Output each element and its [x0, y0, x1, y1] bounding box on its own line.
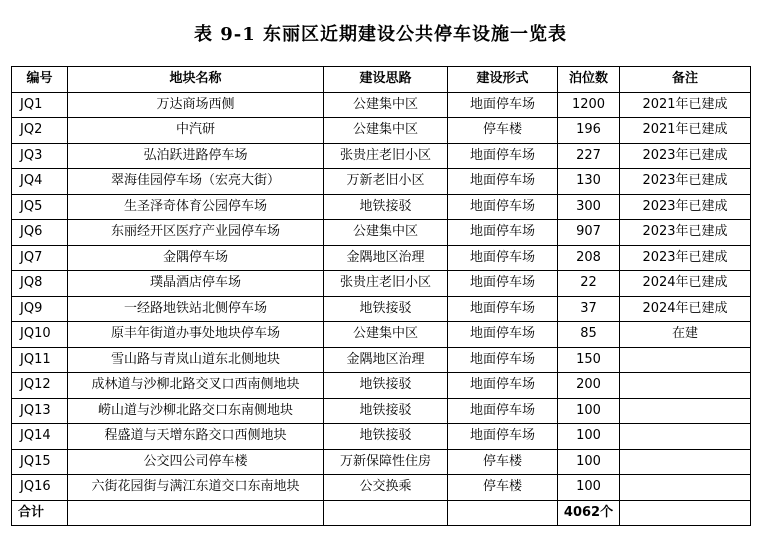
table-row [12, 194, 751, 220]
cell-approach: 万新老旧小区 [324, 169, 448, 195]
cell-form: 停车楼 [448, 118, 558, 144]
table-row [12, 449, 751, 475]
cell-spaces: 37 [558, 296, 620, 322]
cell-spaces: 200 [558, 373, 620, 399]
table-row [12, 347, 751, 373]
table-row [12, 296, 751, 322]
table-header-row [12, 67, 751, 93]
cell-code: JQ1 [12, 92, 68, 118]
cell-form: 地面停车场 [448, 322, 558, 348]
table-row [12, 271, 751, 297]
table-row [12, 118, 751, 144]
cell-code: JQ3 [12, 143, 68, 169]
cell-plot-name: 东丽经开区医疗产业园停车场 [68, 220, 324, 246]
cell-remark: 2021年已建成 [620, 92, 751, 118]
header-form: 建设形式 [448, 67, 558, 93]
parking-facilities-table [11, 66, 751, 526]
total-cell-plot-name [68, 500, 324, 526]
cell-remark [620, 347, 751, 373]
cell-approach: 地铁接驳 [324, 398, 448, 424]
table-row [12, 322, 751, 348]
cell-approach: 公建集中区 [324, 118, 448, 144]
cell-code: JQ11 [12, 347, 68, 373]
cell-code: JQ4 [12, 169, 68, 195]
cell-form: 地面停车场 [448, 271, 558, 297]
cell-spaces: 907 [558, 220, 620, 246]
header-remark: 备注 [620, 67, 751, 93]
cell-plot-name: 金隅停车场 [68, 245, 324, 271]
header-code: 编号 [12, 67, 68, 93]
cell-plot-name: 一经路地铁站北侧停车场 [68, 296, 324, 322]
header-approach: 建设思路 [324, 67, 448, 93]
table-row [12, 373, 751, 399]
table-row [12, 92, 751, 118]
cell-remark: 2023年已建成 [620, 245, 751, 271]
cell-approach: 张贵庄老旧小区 [324, 143, 448, 169]
table-row [12, 398, 751, 424]
cell-form: 地面停车场 [448, 194, 558, 220]
cell-approach: 地铁接驳 [324, 296, 448, 322]
cell-spaces: 227 [558, 143, 620, 169]
total-cell-code: 合计 [12, 500, 68, 526]
cell-form: 停车楼 [448, 449, 558, 475]
cell-remark [620, 373, 751, 399]
cell-remark: 2023年已建成 [620, 220, 751, 246]
cell-remark: 2023年已建成 [620, 143, 751, 169]
cell-form: 地面停车场 [448, 424, 558, 450]
cell-plot-name: 雪山路与青岚山道东北侧地块 [68, 347, 324, 373]
total-cell-spaces: 4062个 [558, 500, 620, 526]
cell-remark: 2024年已建成 [620, 271, 751, 297]
cell-code: JQ9 [12, 296, 68, 322]
cell-remark: 2023年已建成 [620, 194, 751, 220]
cell-form: 地面停车场 [448, 92, 558, 118]
cell-plot-name: 程盛道与天增东路交口西侧地块 [68, 424, 324, 450]
cell-remark: 2021年已建成 [620, 118, 751, 144]
table-row [12, 169, 751, 195]
total-cell-form [448, 500, 558, 526]
cell-code: JQ13 [12, 398, 68, 424]
cell-form: 地面停车场 [448, 373, 558, 399]
header-plot-name: 地块名称 [68, 67, 324, 93]
cell-approach: 公建集中区 [324, 220, 448, 246]
cell-form: 地面停车场 [448, 143, 558, 169]
cell-code: JQ2 [12, 118, 68, 144]
cell-plot-name: 成林道与沙柳北路交叉口西南侧地块 [68, 373, 324, 399]
cell-approach: 万新保障性住房 [324, 449, 448, 475]
cell-plot-name: 璞晶酒店停车场 [68, 271, 324, 297]
cell-code: JQ5 [12, 194, 68, 220]
total-cell-remark [620, 500, 751, 526]
cell-spaces: 208 [558, 245, 620, 271]
cell-code: JQ16 [12, 475, 68, 501]
cell-remark [620, 398, 751, 424]
cell-spaces: 1200 [558, 92, 620, 118]
cell-code: JQ6 [12, 220, 68, 246]
cell-form: 地面停车场 [448, 169, 558, 195]
cell-code: JQ14 [12, 424, 68, 450]
header-spaces: 泊位数 [558, 67, 620, 93]
cell-spaces: 300 [558, 194, 620, 220]
cell-plot-name: 万达商场西侧 [68, 92, 324, 118]
cell-approach: 公交换乘 [324, 475, 448, 501]
cell-remark: 2023年已建成 [620, 169, 751, 195]
cell-approach: 地铁接驳 [324, 194, 448, 220]
table-row [12, 475, 751, 501]
cell-remark: 2024年已建成 [620, 296, 751, 322]
cell-plot-name: 生圣泽奇体育公园停车场 [68, 194, 324, 220]
cell-form: 地面停车场 [448, 398, 558, 424]
cell-spaces: 100 [558, 398, 620, 424]
cell-plot-name: 中汽研 [68, 118, 324, 144]
table-title: 表 9-1 东丽区近期建设公共停车设施一览表 [193, 24, 568, 45]
cell-approach: 金隅地区治理 [324, 347, 448, 373]
cell-code: JQ15 [12, 449, 68, 475]
cell-plot-name: 翠海佳园停车场（宏亮大街） [68, 169, 324, 195]
table-row [12, 220, 751, 246]
cell-spaces: 85 [558, 322, 620, 348]
cell-spaces: 196 [558, 118, 620, 144]
cell-spaces: 22 [558, 271, 620, 297]
cell-plot-name: 弘泊跃进路停车场 [68, 143, 324, 169]
cell-spaces: 100 [558, 475, 620, 501]
cell-plot-name: 崂山道与沙柳北路交口东南侧地块 [68, 398, 324, 424]
cell-spaces: 150 [558, 347, 620, 373]
cell-form: 停车楼 [448, 475, 558, 501]
table-row [12, 245, 751, 271]
cell-spaces: 130 [558, 169, 620, 195]
total-row [12, 500, 751, 526]
cell-approach: 公建集中区 [324, 92, 448, 118]
cell-spaces: 100 [558, 424, 620, 450]
cell-form: 地面停车场 [448, 296, 558, 322]
cell-code: JQ12 [12, 373, 68, 399]
cell-plot-name: 六街花园街与满江东道交口东南地块 [68, 475, 324, 501]
cell-approach: 金隅地区治理 [324, 245, 448, 271]
table-row [12, 424, 751, 450]
cell-plot-name: 公交四公司停车楼 [68, 449, 324, 475]
cell-remark [620, 475, 751, 501]
table-row [12, 143, 751, 169]
cell-code: JQ8 [12, 271, 68, 297]
cell-approach: 公建集中区 [324, 322, 448, 348]
cell-approach: 地铁接驳 [324, 373, 448, 399]
total-cell-approach [324, 500, 448, 526]
cell-remark [620, 424, 751, 450]
cell-remark [620, 449, 751, 475]
cell-form: 地面停车场 [448, 220, 558, 246]
cell-remark: 在建 [620, 322, 751, 348]
cell-approach: 张贵庄老旧小区 [324, 271, 448, 297]
cell-form: 地面停车场 [448, 347, 558, 373]
cell-plot-name: 原丰年街道办事处地块停车场 [68, 322, 324, 348]
cell-approach: 地铁接驳 [324, 424, 448, 450]
cell-spaces: 100 [558, 449, 620, 475]
cell-form: 地面停车场 [448, 245, 558, 271]
cell-code: JQ7 [12, 245, 68, 271]
cell-code: JQ10 [12, 322, 68, 348]
